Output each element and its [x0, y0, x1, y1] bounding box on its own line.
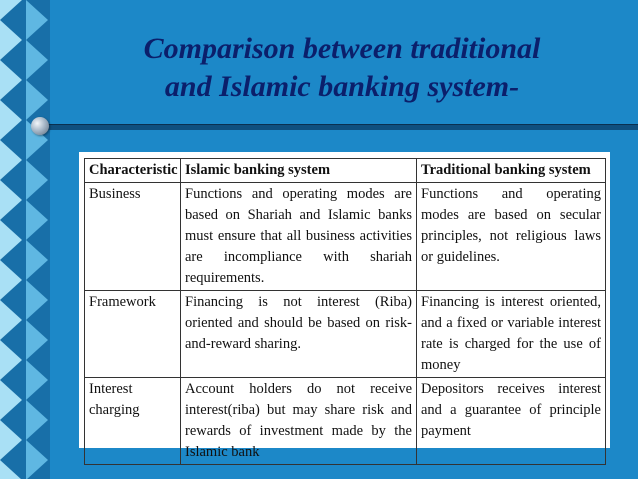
slide-title: [62, 30, 622, 106]
chevron-shape: [26, 400, 48, 440]
chevron-shape: [26, 280, 48, 320]
table-row: [85, 183, 606, 291]
decorative-chevron-stripe: [0, 0, 50, 479]
cell-characteristic: Framework: [85, 291, 181, 378]
chevron-shape: [26, 80, 48, 120]
chevron-shape: [0, 180, 22, 220]
comparison-table: [84, 158, 606, 465]
cell-islamic: Financing is not interest (Riba) oriented and should be based on risk-and-reward sharing.: [181, 291, 417, 378]
header-islamic: Islamic banking system: [181, 159, 417, 183]
cell-islamic: Account holders do not receive interest(riba) but may share risk and rewards of investment made by the Islamic bank: [181, 378, 417, 465]
title-divider: [40, 124, 638, 130]
chevron-shape: [0, 60, 22, 100]
chevron-shape: [0, 220, 22, 260]
cell-traditional: Financing is interest oriented, and a fixed or variable interest rate is charged for the use of money: [417, 291, 606, 378]
chevron-shape: [26, 0, 48, 40]
cell-characteristic: Interest charging: [85, 378, 181, 465]
chevron-shape: [0, 420, 22, 460]
cell-traditional: Depositors receives interest and a guarantee of principle payment: [417, 378, 606, 465]
cell-traditional: Functions and operating modes are based on secular principles, not religious laws or guidelines.: [417, 183, 606, 291]
slide-title-line-1: Comparison between traditional: [143, 32, 541, 65]
chevron-shape: [0, 20, 22, 60]
chevron-shape: [0, 140, 22, 180]
chevron-shape: [26, 200, 48, 240]
table-row: [85, 291, 606, 378]
chevron-shape: [26, 320, 48, 360]
chevron-shape: [0, 100, 22, 140]
chevron-shape: [0, 340, 22, 380]
chevron-shape: [26, 360, 48, 400]
comparison-table-image: [79, 152, 610, 460]
header-characteristic: Characteristic: [85, 159, 181, 183]
header-traditional: Traditional banking system: [417, 159, 606, 183]
chevron-shape: [0, 260, 22, 300]
chevron-shape: [0, 380, 22, 420]
cell-islamic: Functions and operating modes are based on Shariah and Islamic banks must ensure that all business activities are incompliance with shariah requirements.: [181, 183, 417, 291]
chevron-shape: [26, 440, 48, 479]
chevron-shape: [0, 0, 22, 20]
cell-characteristic: Business: [85, 183, 181, 291]
chevron-shape: [26, 40, 48, 80]
divider-bullet-icon: [31, 117, 49, 135]
table-row: [85, 378, 606, 465]
table-header-row: [85, 159, 606, 183]
slide-title-line-2: and Islamic banking system-: [164, 70, 520, 103]
chevron-shape: [0, 300, 22, 340]
chevron-shape: [26, 240, 48, 280]
chevron-shape: [26, 160, 48, 200]
chevron-shape: [0, 460, 22, 479]
